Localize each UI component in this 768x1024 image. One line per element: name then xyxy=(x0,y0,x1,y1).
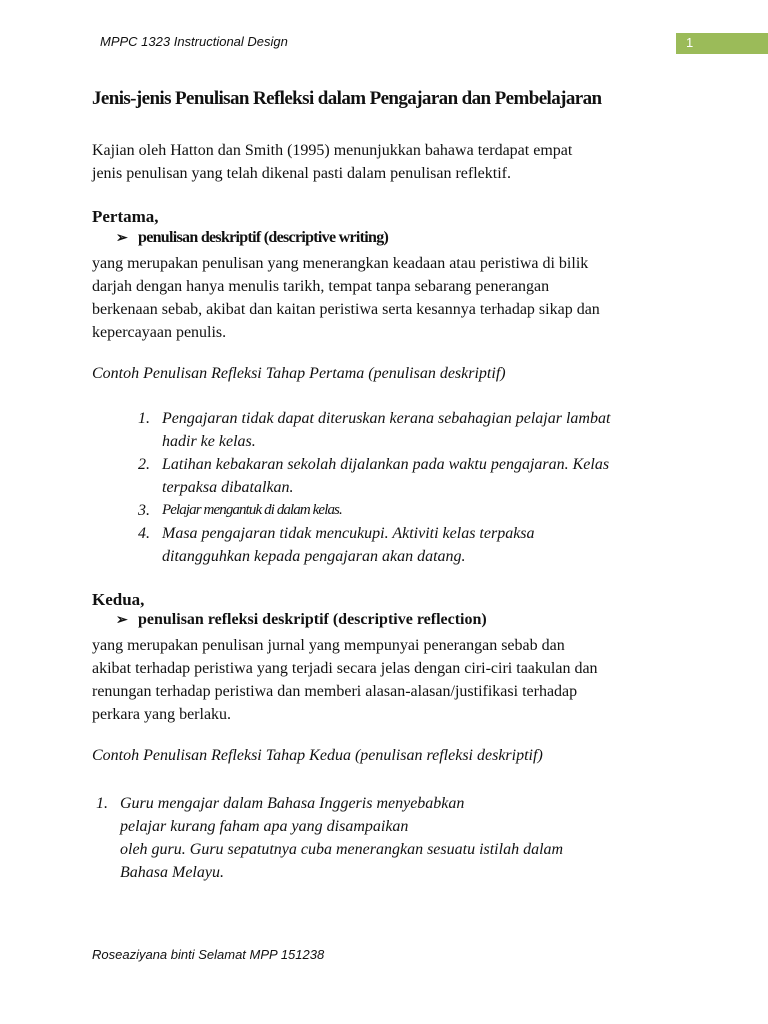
list-number: 3. xyxy=(138,502,150,519)
list-line: Latihan kebakaran sekolah dijalankan pada waktu pengajaran. Kelas xyxy=(162,456,610,473)
section-heading-kedua: Kedua, xyxy=(92,590,145,609)
paragraph-line: akibat terhadap peristiwa yang terjadi secara jelas dengan ciri-ciri taakulan dan xyxy=(92,660,598,677)
paragraph-line: kepercayaan penulis. xyxy=(92,324,227,341)
list-line: Pelajar mengantuk di dalam kelas. xyxy=(162,502,342,518)
list-line: Pengajaran tidak dapat diteruskan kerana sebahagian pelajar lambat xyxy=(162,410,611,427)
bullet-item-descriptive-writing xyxy=(116,229,388,247)
list-line: ditangguhkan kepada pengajaran akan datang. xyxy=(162,548,466,565)
header-course-title: MPPC 1323 Instructional Design xyxy=(100,34,288,49)
paragraph-line: yang merupakan penulisan yang menerangkan keadaan atau peristiwa di bilik xyxy=(92,255,589,272)
document-title: Jenis-jenis Penulisan Refleksi dalam Pengajaran dan Pembelajaran xyxy=(92,88,602,109)
page-number-badge xyxy=(676,33,768,54)
section2-paragraph xyxy=(92,634,682,726)
intro-line: Kajian oleh Hatton dan Smith (1995) menunjukkan bahawa terdapat empat xyxy=(92,142,573,159)
section1-paragraph xyxy=(92,252,682,344)
list-item xyxy=(138,407,678,453)
list-line: hadir ke kelas. xyxy=(162,433,256,450)
list-item xyxy=(138,453,678,499)
list-line: Bahasa Melayu. xyxy=(120,864,224,881)
bullet-item-descriptive-reflection xyxy=(116,611,487,629)
list-item xyxy=(96,792,636,884)
arrow-bullet-icon: ➢ xyxy=(116,613,128,628)
arrow-bullet-icon: ➢ xyxy=(116,231,128,246)
intro-line: jenis penulisan yang telah dikenal pasti dalam penulisan reflektif. xyxy=(92,165,511,182)
list-line: Guru mengajar dalam Bahasa Inggeris menyebabkan xyxy=(120,795,465,812)
example-list-kedua xyxy=(96,792,636,884)
paragraph-line: perkara yang berlaku. xyxy=(92,706,232,723)
bullet-text: penulisan refleksi deskriptif (descriptive reflection) xyxy=(138,611,487,628)
example-list-pertama xyxy=(138,407,678,568)
footer-author: Roseaziyana binti Selamat MPP 151238 xyxy=(92,947,325,962)
list-line: terpaksa dibatalkan. xyxy=(162,479,294,496)
paragraph-line: berkenaan sebab, akibat dan kaitan peristiwa serta kesannya terhadap sikap dan xyxy=(92,301,600,318)
list-line: Masa pengajaran tidak mencukupi. Aktiviti kelas terpaksa xyxy=(162,525,535,542)
intro-paragraph xyxy=(92,139,682,185)
list-number: 1. xyxy=(96,795,108,812)
section-heading-pertama: Pertama, xyxy=(92,207,159,226)
list-line: oleh guru. Guru sepatutnya cuba menerangkan sesuatu istilah dalam xyxy=(120,841,564,858)
list-number: 1. xyxy=(138,410,150,427)
list-number: 4. xyxy=(138,525,150,542)
example-title-pertama: Contoh Penulisan Refleksi Tahap Pertama (penulisan deskriptif) xyxy=(92,365,506,382)
page-number: 1 xyxy=(686,35,694,50)
bullet-text: penulisan deskriptif (descriptive writing) xyxy=(138,229,389,246)
list-item xyxy=(138,499,678,522)
list-number: 2. xyxy=(138,456,150,473)
list-line: pelajar kurang faham apa yang disampaikan xyxy=(120,818,409,835)
paragraph-line: renungan terhadap peristiwa dan memberi alasan-alasan/justifikasi terhadap xyxy=(92,683,578,700)
paragraph-line: yang merupakan penulisan jurnal yang mempunyai penerangan sebab dan xyxy=(92,637,565,654)
list-item xyxy=(138,522,678,568)
example-title-kedua: Contoh Penulisan Refleksi Tahap Kedua (penulisan refleksi deskriptif) xyxy=(92,747,543,764)
paragraph-line: darjah dengan hanya menulis tarikh, tempat tanpa sebarang penerangan xyxy=(92,278,550,295)
